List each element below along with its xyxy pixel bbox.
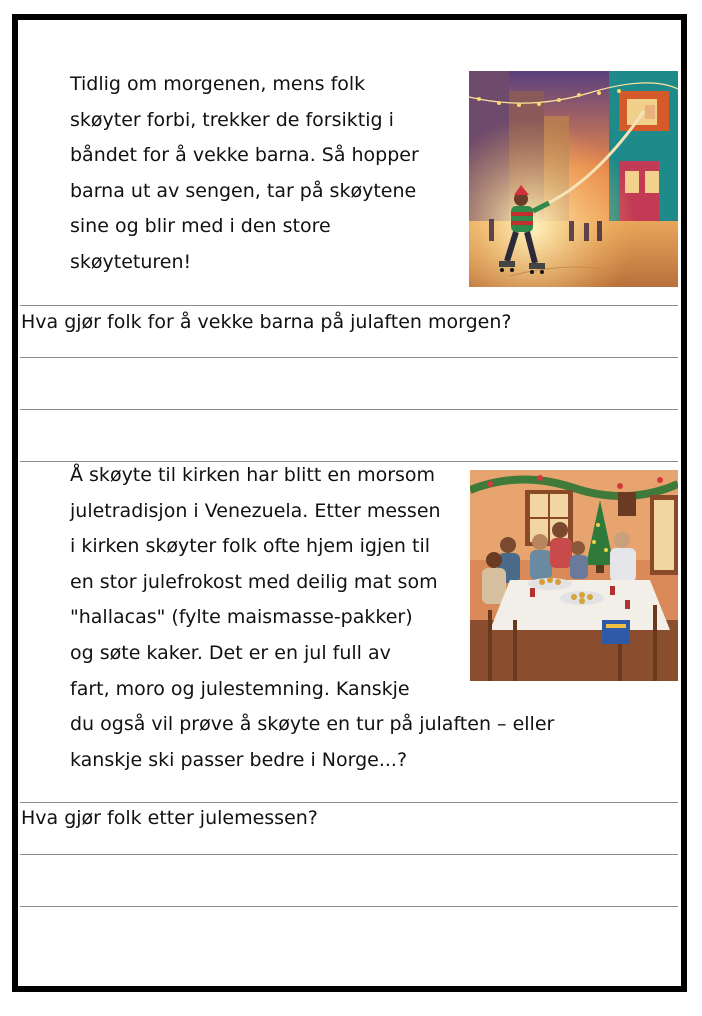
text-line: Tidlig om morgenen, mens folk <box>70 73 366 95</box>
text-line: du også vil prøve å skøyte en tur på julaften – eller <box>70 713 555 736</box>
skating-street-illustration <box>469 71 678 287</box>
text-line: juletradisjon i Venezuela. Etter messen <box>70 499 441 522</box>
answer-line[interactable] <box>20 854 678 855</box>
text-line: en stor julefrokost med deilig mat som <box>70 570 438 593</box>
answer-line[interactable] <box>20 906 678 907</box>
text-line: kanskje ski passer bedre i Norge...? <box>70 748 408 771</box>
answer-line <box>20 802 678 803</box>
answer-line[interactable] <box>20 357 678 358</box>
text-line: båndet for å vekke barna. Så hopper <box>70 144 419 167</box>
text-line: fart, moro og julestemning. Kanskje <box>70 677 410 700</box>
text-line: "hallacas" (fylte maismasse-pakker) <box>70 606 413 629</box>
text-line: skøyteturen! <box>70 250 192 273</box>
question-1: Hva gjør folk for å vekke barna på julaften morgen? <box>21 311 512 333</box>
answer-line[interactable] <box>20 409 678 410</box>
answer-line <box>20 305 678 306</box>
text-line: i kirken skøyter folk ofte hjem igjen til <box>70 535 431 558</box>
text-line: skøyter forbi, trekker de forsiktig i <box>70 108 394 131</box>
question-2: Hva gjør folk etter julemessen? <box>21 807 318 829</box>
text-line: Å skøyte til kirken har blitt en morsom <box>70 464 436 486</box>
text-line: barna ut av sengen, tar på skøytene <box>70 179 417 202</box>
story-paragraph-1 <box>70 67 419 281</box>
family-christmas-meal-illustration <box>470 470 678 681</box>
text-line: og søte kaker. Det er en jul full av <box>70 641 391 664</box>
text-line: sine og blir med i den store <box>70 215 331 238</box>
